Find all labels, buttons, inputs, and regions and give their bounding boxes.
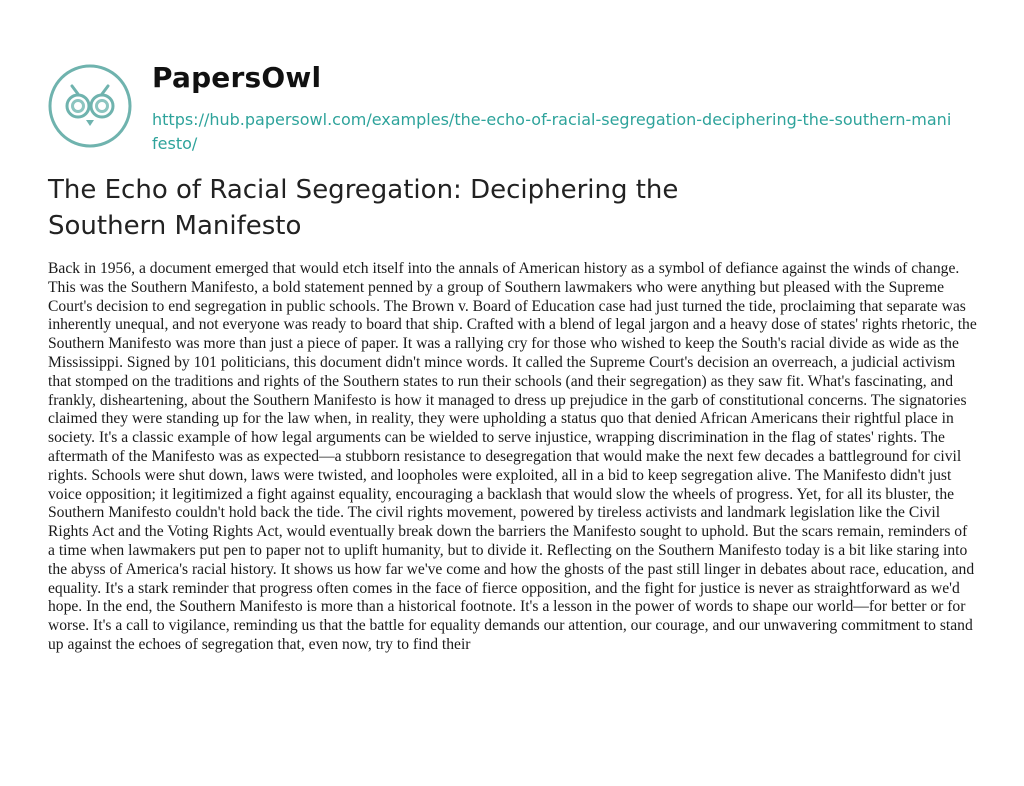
brand-name: PapersOwl — [152, 61, 322, 94]
source-url-link[interactable]: https://hub.papersowl.com/examples/the-echo-of-racial-segregation-deciphering-the-southern-manifesto/ — [152, 110, 952, 153]
article-body: Back in 1956, a document emerged that would etch itself into the annals of American history as a symbol of defiance against the winds of change. This was the Southern Manifesto, a bold statement penned by a group of Southern lawmakers who were anything but pleased with the Supreme Court's decision to end segregation in public schools. The Brown v. Board of Education case had just turned the tide, proclaiming that separate was inherently unequal, and not everyone was ready to board that ship. Crafted with a blend of legal jargon and a heavy dose of states' rights rhetoric, the Southern Manifesto was more than just a piece of paper. It was a rallying cry for those who wished to keep the South's racial divide as wide as the Mississippi. Signed by 101 politicians, this document didn't mince words. It called the Supreme Court's decision an overreach, a judicial activism that stomped on the traditions and rights of the Southern states to run their schools (and their segregation) as they saw fit. What's fascinating, and frankly, disheartening, about the Southern Manifesto is how it managed to dress up prejudice in the garb of constitutional concerns. The signatories claimed they were standing up for the law when, in reality, they were upholding a status quo that denied African Americans their rightful place in society. It's a classic example of how legal arguments can be wielded to serve injustice, wrapping discrimination in the flag of states' rights. The aftermath of the Manifesto was as expected—a stubborn resistance to desegregation that would make the next few decades a battleground for civil rights. Schools were shut down, laws were twisted, and loopholes were exploited, all in a bid to keep segregation alive. The Manifesto didn't just voice opposition; it legitimized a fight against equality, encouraging a backlash that would slow the wheels of progress. Yet, for all its bluster, the Southern Manifesto couldn't hold back the tide. The civil rights movement, powered by tireless activists and landmark legislation like the Civil Rights Act and the Voting Rights Act, would eventually break down the barriers the Manifesto sought to uphold. But the scars remain, reminders of a time when lawmakers put pen to paper not to uplift humanity, but to divide it. Reflecting on the Southern Manifesto today is a bit like staring into the abyss of America's racial history. It shows us how far we've come and how the ghosts of the past still linger in debates about race, education, and equality. It's a stark reminder that progress often comes in the face of fierce opposition, and the fight for justice is never as straightforward as we'd hope. In the end, the Southern Manifesto is more than a historical footnote. It's a lesson in the power of words to shape our world—for better or for worse. It's a call to vigilance, reminding us that the battle for equality demands our attention, our courage, and our unwavering commitment to stand up against the echoes of segregation that, even now, try to find their — [48, 260, 977, 653]
owl-face-icon — [48, 64, 132, 148]
site-header — [48, 36, 988, 156]
article-title: The Echo of Racial Segregation: Deciphering the Southern Manifesto — [48, 175, 679, 241]
